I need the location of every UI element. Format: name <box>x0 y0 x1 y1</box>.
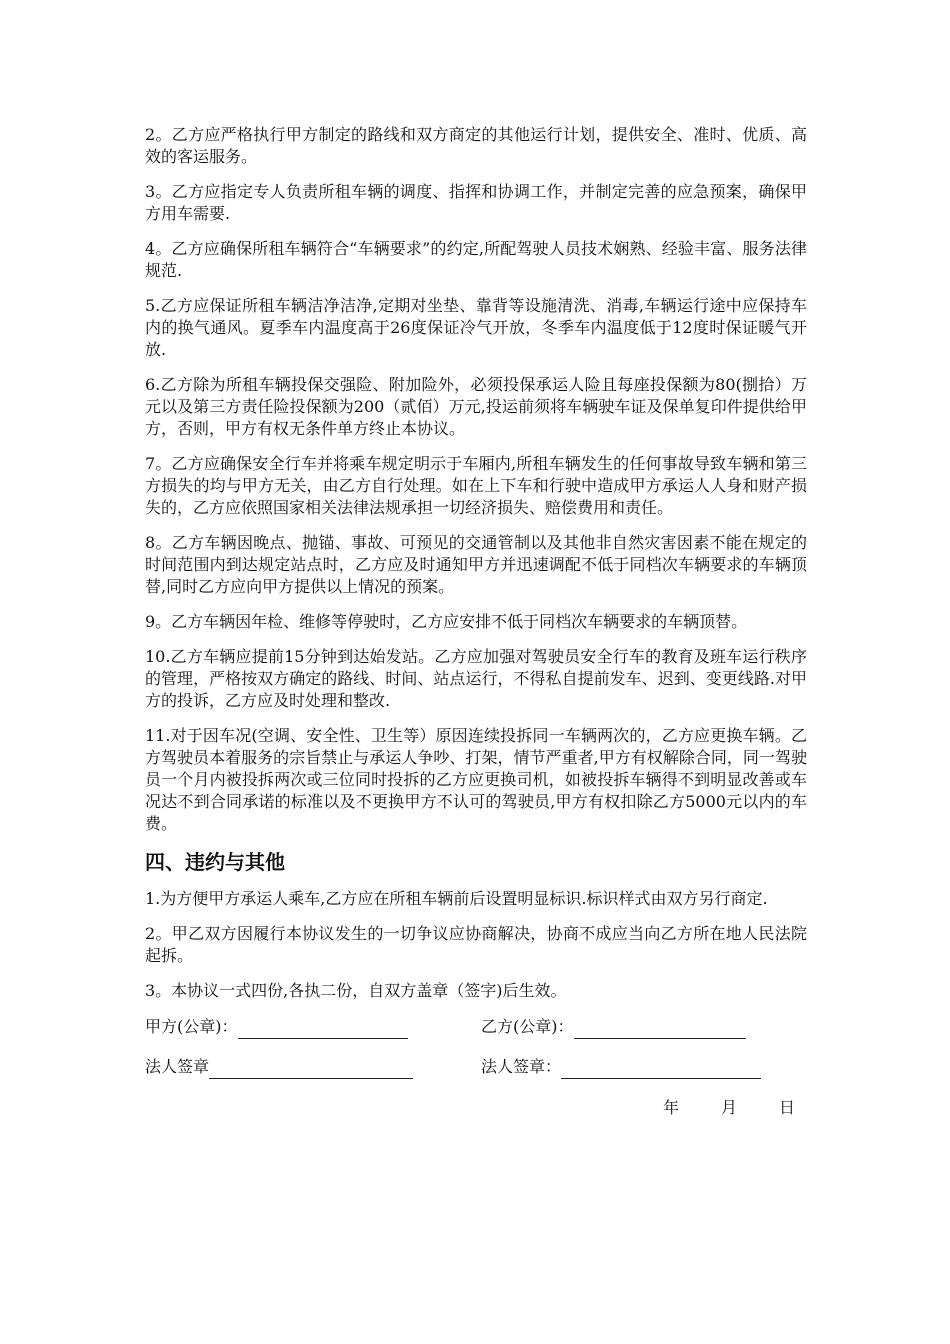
contract-page <box>145 124 807 1125</box>
party-b-rep-line <box>561 1060 761 1079</box>
party-a-rep <box>145 1055 413 1079</box>
representative-row <box>145 1055 807 1081</box>
party-a-seal-line <box>238 1020 408 1039</box>
section4-clause-3: 3。本协议一式四份,各执二份，自双方盖章（签字)后生效。 <box>145 981 567 1000</box>
clause-7: 7。乙方应确保安全行车并将乘车规定明示于车厢内,所租车辆发生的任何事故导致车辆和第三方损失的均与甲方无关，由乙方自行处理。如在上下车和行驶中造成甲方承运人人身和财产损失的，乙方应依照国家相关法律法规承担一切经济损失、赔偿费用和责任。 <box>145 454 807 517</box>
party-b-rep <box>481 1055 761 1079</box>
party-a-seal <box>145 1015 408 1039</box>
party-a-seal-label: 甲方(公章)： <box>145 1017 238 1036</box>
clause-6: 6.乙方除为所租车辆投保交强险、附加险外，必须投保承运人险且每座投保额为80(捌拾）万元以及第三方责任险投保额为200（贰佰）万元,投运前须将车辆驶车证及保单复印件提供给甲方，否则，甲方有权无条件单方终止本协议。 <box>145 375 807 438</box>
date-day: 日 <box>779 1098 796 1117</box>
clause-9: 9。乙方车辆因年检、维修等停驶时，乙方应安排不低于同档次车辆要求的车辆顶替。 <box>145 612 748 631</box>
section4-clause-2: 2。甲乙双方因履行本协议发生的一切争议应协商解决，协商不成应当向乙方所在地人民法院起拆。 <box>145 924 807 965</box>
clause-4: 4。乙方应确保所租车辆符合“车辆要求”的约定,所配驾驶人员技术娴熟、经验丰富、服务法律规范. <box>145 239 807 280</box>
section4-clause-1: 1.为方便甲方承运人乘车,乙方应在所租车辆前后设置明显标识.标识样式由双方另行商定. <box>145 889 768 908</box>
seal-row <box>145 1015 807 1041</box>
party-b-rep-label: 法人签章： <box>481 1057 562 1076</box>
clause-8: 8。乙方车辆因晚点、抛锚、事故、可预见的交通管制以及其他非自然灾害因素不能在规定的时间范围内到达规定站点时，乙方应及时通知甲方并迅速调配不低于同档次车辆要求的车辆顶替,同时乙方应向甲方提供以上情况的预案。 <box>145 533 807 596</box>
date-month: 月 <box>721 1098 738 1117</box>
clause-3: 3。乙方应指定专人负责所租车辆的调度、指挥和协调工作，并制定完善的应急预案，确保甲方用车需要. <box>145 182 807 223</box>
party-b-seal-label: 乙方(公章)： <box>481 1017 574 1036</box>
date-row <box>145 1095 807 1125</box>
party-a-rep-label: 法人签章 <box>145 1057 210 1076</box>
party-a-rep-line <box>209 1060 413 1079</box>
clause-5: 5.乙方应保证所租车辆洁净洁净,定期对坐垫、靠背等设施清洗、消毒,车辆运行途中应保持车内的换气通风。夏季车内温度高于26度保证冷气开放，冬季车内温度低于12度时保证暖气开放. <box>145 296 807 359</box>
section-heading-breach: 四、违约与其他 <box>145 850 285 874</box>
clause-2: 2。乙方应严格执行甲方制定的路线和双方商定的其他运行计划，提供安全、准时、优质、高效的客运服务。 <box>145 125 807 166</box>
party-b-seal <box>481 1015 746 1039</box>
clause-10: 10.乙方车辆应提前15分钟到达始发站。乙方应加强对驾驶员安全行车的教育及班车运行秩序的管理，严格按双方确定的路线、时间、站点运行，不得私自提前发车、迟到、变更线路.对甲方的投诉，乙方应及时处理和整改. <box>145 647 807 710</box>
party-b-seal-line <box>574 1020 746 1039</box>
date-year: 年 <box>663 1098 680 1117</box>
clause-11: 11.对于因车况(空调、安全性、卫生等）原因连续投拆同一车辆两次的，乙方应更换车辆。乙方驾驶员本着服务的宗旨禁止与承运人争吵、打架，情节严重者,甲方有权解除合同，同一驾驶员一个月内被投拆两次或三位同时投拆的乙方应更换司机，如被投拆车辆得不到明显改善或车况达不到合同承诺的标准以及不更换甲方不认可的驾驶员,甲方有权扣除乙方5000元以内的车费。 <box>145 726 807 833</box>
